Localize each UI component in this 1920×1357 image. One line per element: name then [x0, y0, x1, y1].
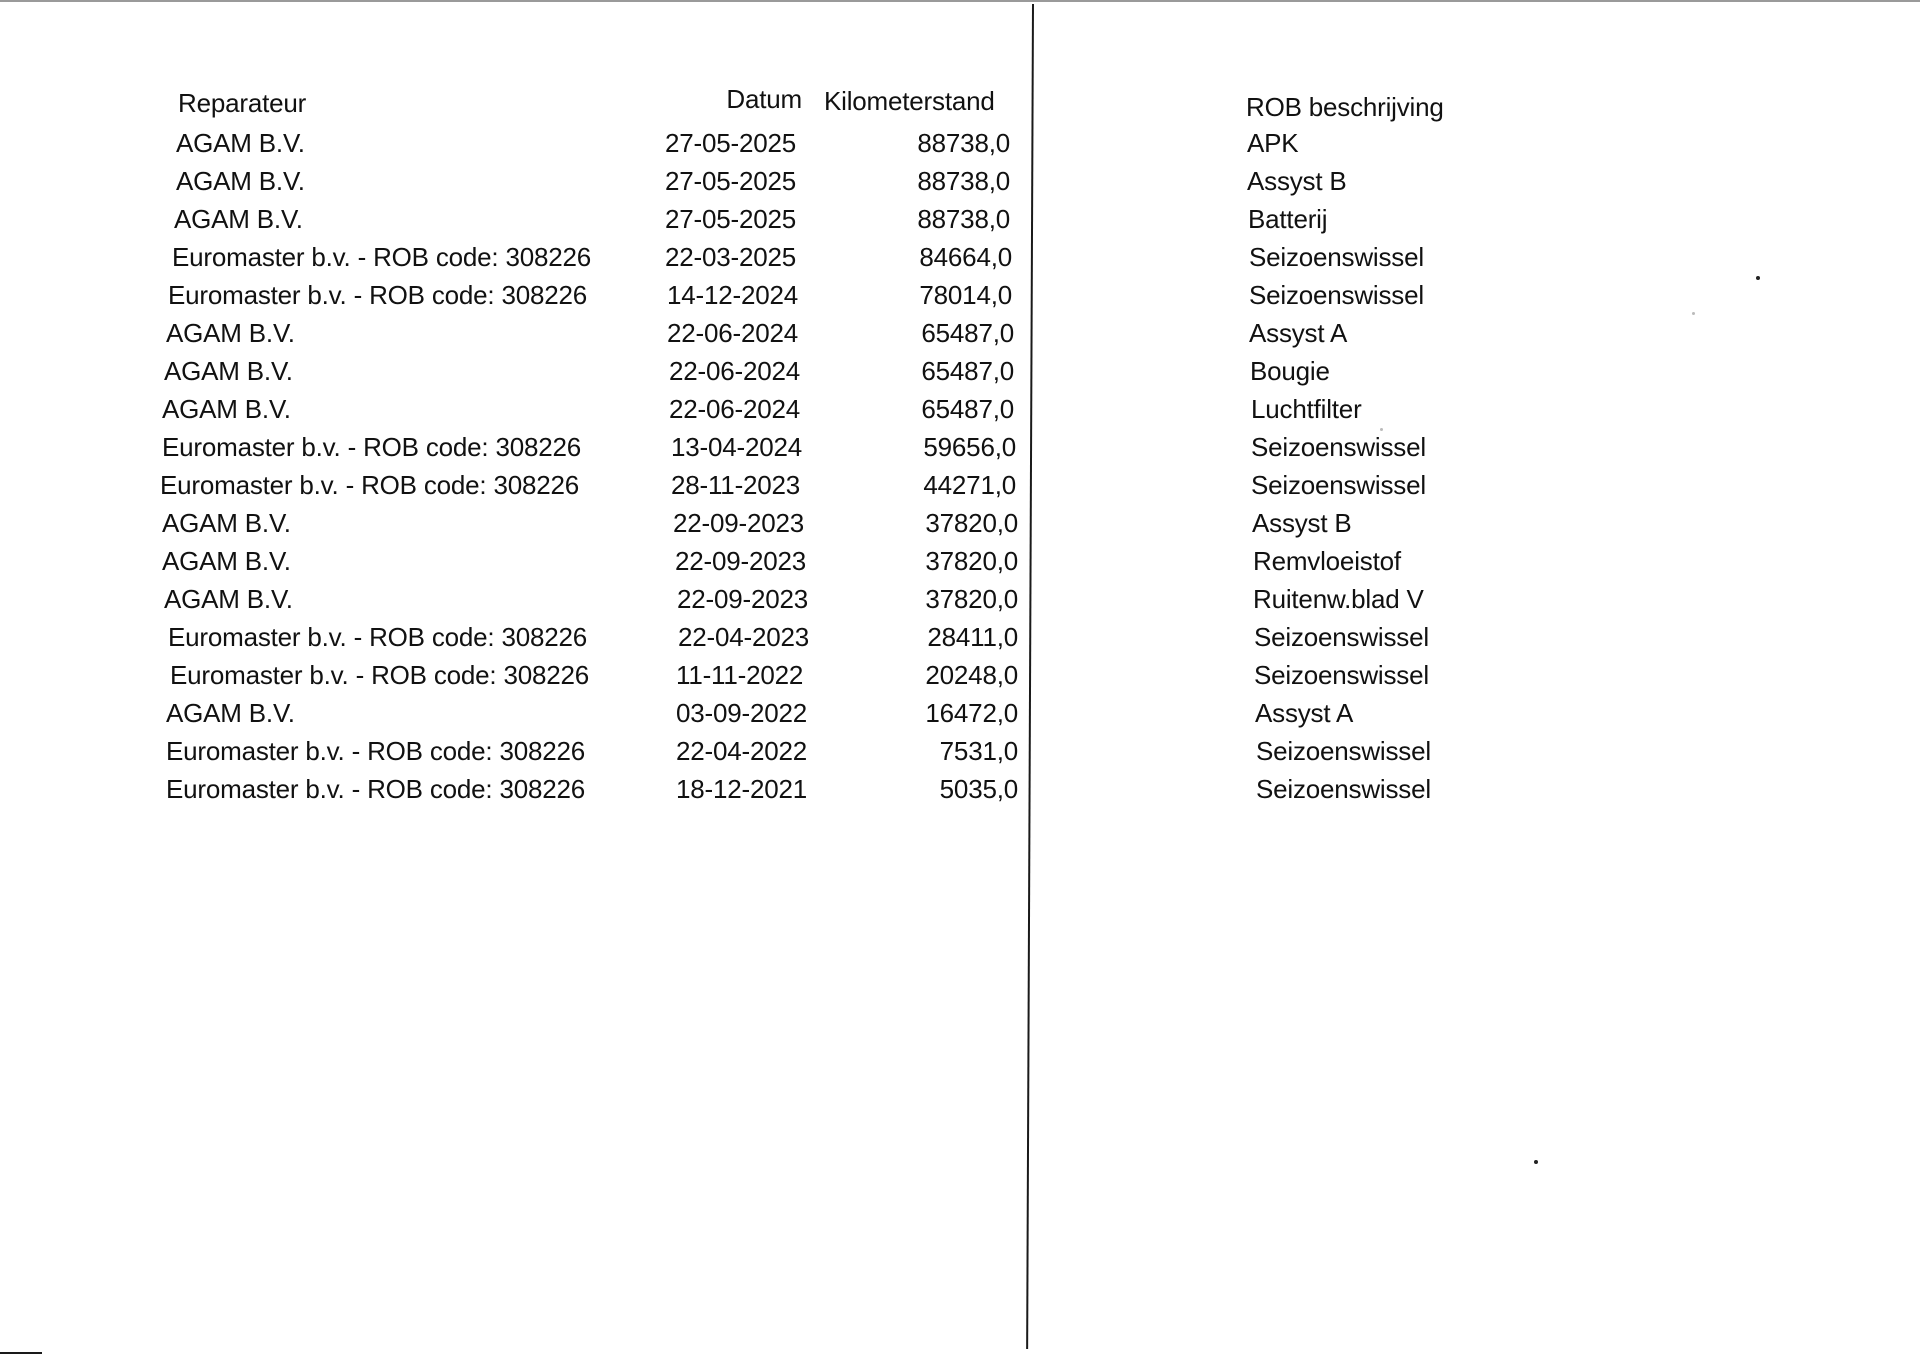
datum-cell: 22-06-2024 [667, 318, 798, 348]
reparateur-cell: Euromaster b.v. - ROB code: 308226 [160, 470, 580, 500]
reparateur-cell: Euromaster b.v. - ROB code: 308226 [168, 280, 588, 310]
reparateur-cell: Euromaster b.v. - ROB code: 308226 [172, 242, 592, 272]
kilometerstand-cell: 88738,0 [917, 128, 1010, 158]
kilometerstand-cell: 65487,0 [921, 356, 1014, 386]
scan-edge-mark [0, 1352, 42, 1354]
datum-cell: 27-05-2025 [665, 166, 796, 196]
header-reparateur: Reparateur [178, 88, 307, 118]
rob-beschrijving-cell: Seizoenswissel [1256, 774, 1431, 804]
reparateur-cell: AGAM B.V. [176, 166, 305, 196]
header-rob-beschrijving: ROB beschrijving [1246, 92, 1444, 122]
scan-speck [1534, 1160, 1538, 1164]
rob-beschrijving-cell: Assyst B [1247, 166, 1347, 196]
rob-beschrijving-cell: Remvloeistof [1253, 546, 1401, 576]
kilometerstand-cell: 37820,0 [925, 546, 1018, 576]
kilometerstand-cell: 88738,0 [917, 166, 1010, 196]
kilometerstand-cell: 84664,0 [919, 242, 1012, 272]
datum-cell: 22-09-2023 [675, 546, 806, 576]
scan-speck [1756, 276, 1760, 280]
reparateur-cell: Euromaster b.v. - ROB code: 308226 [162, 432, 582, 462]
datum-cell: 22-06-2024 [669, 356, 800, 386]
datum-cell: 22-09-2023 [673, 508, 804, 538]
rob-beschrijving-cell: Seizoenswissel [1249, 280, 1424, 310]
reparateur-cell: AGAM B.V. [164, 356, 293, 386]
datum-cell: 27-05-2025 [665, 204, 796, 234]
kilometerstand-cell: 65487,0 [921, 394, 1014, 424]
reparateur-cell: AGAM B.V. [162, 394, 291, 424]
reparateur-cell: Euromaster b.v. - ROB code: 308226 [170, 660, 590, 690]
rob-beschrijving-cell: Seizoenswissel [1251, 432, 1426, 462]
datum-cell: 11-11-2022 [676, 660, 804, 690]
rob-beschrijving-cell: Seizoenswissel [1249, 242, 1424, 272]
rob-beschrijving-cell: Seizoenswissel [1251, 470, 1426, 500]
kilometerstand-cell: 37820,0 [925, 584, 1018, 614]
reparateur-cell: AGAM B.V. [164, 584, 293, 614]
rob-beschrijving-cell: Bougie [1250, 356, 1330, 386]
datum-cell: 18-12-2021 [676, 774, 807, 804]
reparateur-cell: AGAM B.V. [162, 508, 291, 538]
reparateur-cell: AGAM B.V. [166, 698, 295, 728]
kilometerstand-cell: 59656,0 [923, 432, 1016, 462]
page-top-edge [0, 0, 1920, 2]
reparateur-cell: Euromaster b.v. - ROB code: 308226 [166, 774, 586, 804]
reparateur-cell: AGAM B.V. [174, 204, 303, 234]
kilometerstand-cell: 65487,0 [921, 318, 1014, 348]
kilometerstand-cell: 20248,0 [925, 660, 1018, 690]
datum-cell: 27-05-2025 [665, 128, 796, 158]
scan-speck [1692, 312, 1695, 315]
kilometerstand-cell: 37820,0 [925, 508, 1018, 538]
reparateur-cell: AGAM B.V. [176, 128, 305, 158]
rob-beschrijving-cell: Assyst A [1249, 318, 1348, 348]
datum-cell: 22-06-2024 [669, 394, 800, 424]
reparateur-cell: Euromaster b.v. - ROB code: 308226 [166, 736, 586, 766]
kilometerstand-cell: 44271,0 [923, 470, 1016, 500]
rob-beschrijving-cell: Seizoenswissel [1254, 660, 1429, 690]
datum-cell: 03-09-2022 [676, 698, 807, 728]
rob-beschrijving-cell: Luchtfilter [1251, 394, 1362, 424]
datum-cell: 22-09-2023 [677, 584, 808, 614]
rob-beschrijving-cell: Seizoenswissel [1256, 736, 1431, 766]
column-divider-line [1026, 4, 1034, 1349]
kilometerstand-cell: 7531,0 [939, 736, 1018, 766]
reparateur-cell: Euromaster b.v. - ROB code: 308226 [168, 622, 588, 652]
rob-beschrijving-cell: Seizoenswissel [1254, 622, 1429, 652]
datum-cell: 14-12-2024 [667, 280, 798, 310]
header-datum: Datum [726, 84, 802, 114]
datum-cell: 22-04-2023 [678, 622, 809, 652]
rob-beschrijving-cell: APK [1247, 128, 1299, 158]
rob-beschrijving-cell: Ruitenw.blad V [1253, 584, 1424, 614]
kilometerstand-cell: 88738,0 [917, 204, 1010, 234]
rob-beschrijving-cell: Batterij [1248, 204, 1328, 234]
kilometerstand-cell: 16472,0 [925, 698, 1018, 728]
kilometerstand-cell: 28411,0 [927, 622, 1018, 652]
datum-cell: 22-03-2025 [665, 242, 796, 272]
rob-beschrijving-cell: Assyst A [1255, 698, 1354, 728]
datum-cell: 13-04-2024 [671, 432, 802, 462]
rob-beschrijving-cell: Assyst B [1252, 508, 1352, 538]
kilometerstand-cell: 78014,0 [919, 280, 1012, 310]
reparateur-cell: AGAM B.V. [166, 318, 295, 348]
datum-cell: 22-04-2022 [676, 736, 807, 766]
datum-cell: 28-11-2023 [671, 470, 801, 500]
header-kilometerstand: Kilometerstand [824, 86, 995, 116]
kilometerstand-cell: 5035,0 [939, 774, 1018, 804]
reparateur-cell: AGAM B.V. [162, 546, 291, 576]
scan-speck [1380, 428, 1383, 431]
